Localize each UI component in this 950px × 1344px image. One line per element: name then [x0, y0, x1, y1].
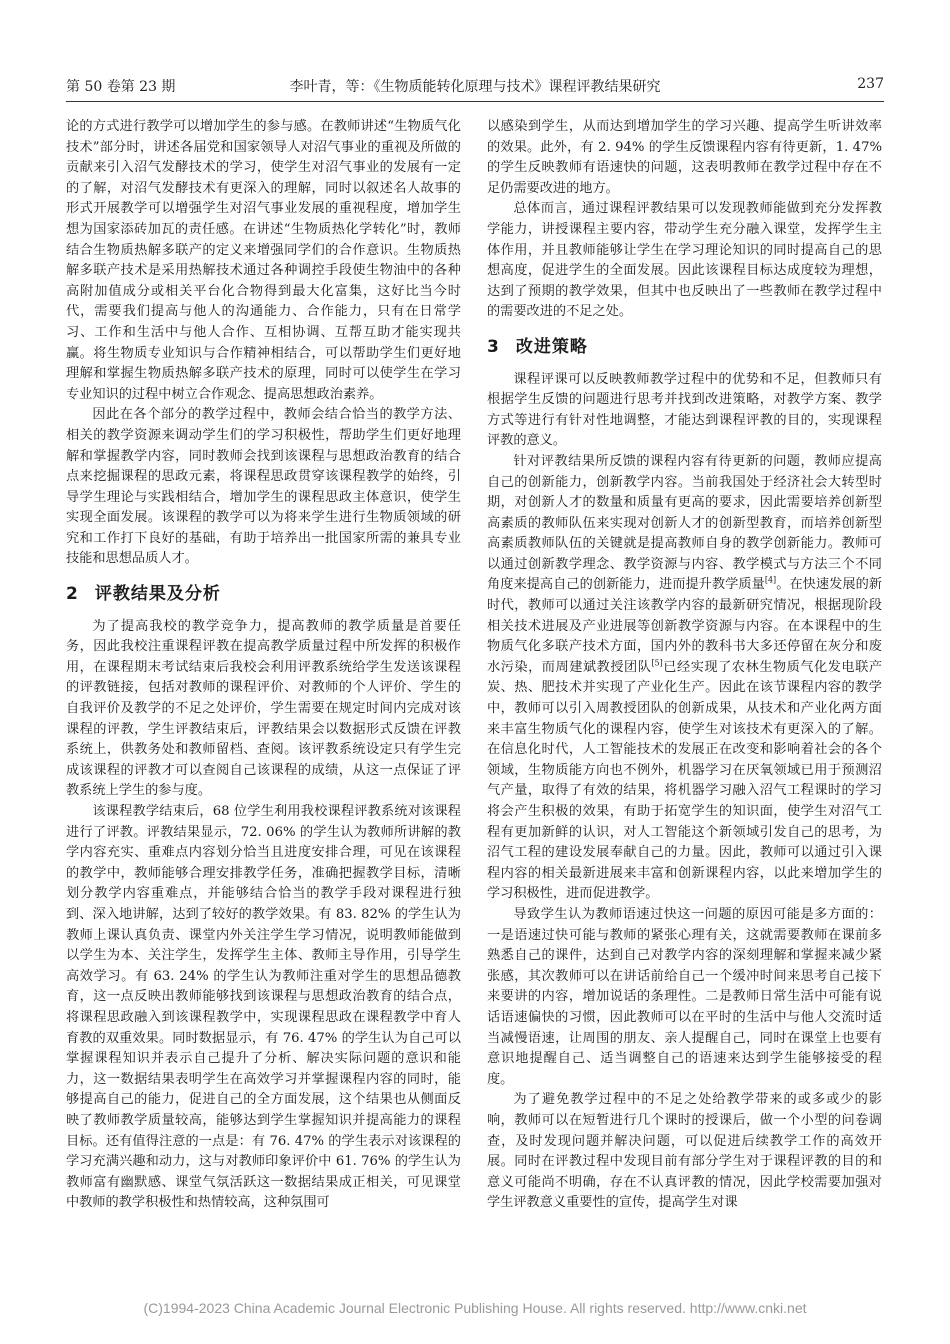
paragraph-text: 针对评教结果所反馈的课程内容有待更新的问题，教师应提高自己的创新能力，创新教学内容。当前我国处于经济社会大转型时期，对创新人才的数量和质量有更高的要求，因此需要培养创新型高素质的教师队伍来实现对创新人才的创新型教育，而培养创新型高素质教师队伍的关键就是提高教师自身的教学创新能力。教师可以通过创新教学理念、教学资源与内容、教学模式与方法三个不同角度来提高自己的创新能力，进而提升教学质量: [487, 453, 882, 593]
running-title: 李叶青，等：《生物质能转化原理与技术》课程评教结果研究: [289, 79, 661, 95]
paragraph-text: 已经实现了农林生物质气化发电联产炭、热、肥技术并实现了产业化生产。因此在该节课程内容的教学中，教师可以引入周教授团队的创新成果，从技术和产业化两方面来丰富生物质气化的课程内容，使学生对该技术有更深入的了解。在信息化时代，人工智能技术的发展正在改变和影响着社会的各个领域，生物质能方向也不例外，机器学习在厌氧领域已用于预测沼气产量，取得了有效的结果，将机器学习融入沼气工程课时的学习将会产生积极的效果，有助于拓宽学生的知识面，使学生对沼气工程有更加新鲜的认识，对人工智能这个新领域引发自己的思考，为沼气工程的建设发展奉献自己的力量。因此，教师可以通过引入课程内容的相关最新进展来丰富和创新课程内容，以此来增加学生的学习积极性，进而促进教学。: [487, 659, 883, 902]
header-rule: [66, 101, 884, 102]
paragraph: 以感染到学生，从而达到增加学生的学习兴趣、提高学生听讲效率的效果。此外，有 2. 94% 的学生反馈课程内容有待更新，1. 47% 的学生反映教师有语速快的问题，这表明教师在教学过程中存在不足仍需要改进的地方。: [487, 119, 882, 196]
paragraph: 为了避免教学过程中的不足之处给教学带来的或多或少的影响，教师可以在短暂进行几个课时的授课后，做一个小型的问卷调查，及时发现问题并解决问题，可以促进后续教学工作的高效开展。同时在评教过程中发现目前有部分学生对于课程评教的目的和意义可能尚不明确，存在不认真评教的情况，因此学校需要加强对学生评教意义重要性的宣传，提高学生对课: [487, 1092, 882, 1211]
section-number: 3: [487, 336, 500, 357]
paragraph: 该课程教学结束后，68 位学生利用我校课程评教系统对该课程进行了评教。评教结果显示，72. 06% 的学生认为教师所讲解的教学内容充实、重难点内容划分恰当且进度安排合理，可见在该课程的教学中，教师能够合理安排教学任务，准确把握教学目标，清晰划分教学内容重难点，并能够结合恰当的教学手段对课程进行独到、深入地讲解，达到了较好的教学效果。有 83. 82% 的学生认为教师上课认真负责、课堂内外关注学生学习情况，说明教师能做到以学生为本、关注学生，发挥学生主体、教师主导作用，引导学生高效学习。有 63. 24% 的学生认为教师注重对学生的思想品德教育，这一点反映出教师能够找到该课程与思想政治教育的结合点，将课程思政融入到该课程教学中，实现课程思政在课程教学中育人育教的双重效果。同时数据显示，有 76. 47% 的学生认为自己可以掌握课程知识并表示自己提升了分析、解决实际问题的意识和能力，这一数据结果表明学生在高效学习并掌握课程内容的同时，能够提高自己的能力，促进自己的全方面发展，这个结果也从侧面反映了教师教学质量较高，能够达到学生掌握知识并提高能力的课程目标。还有值得注意的一点是：有 76. 47% 的学生表示对该课程的学习充满兴趣和动力，这与对教师印象评价中 61. 76% 的学生认为教师富有幽默感、课堂气氛活跃这一数据结果成正相关，可见课堂中教师的教学积极性和热情较高，这种氛围可: [66, 804, 461, 1211]
paragraph: 课程评课可以反映教师教学过程中的优势和不足，但教师只有根据学生反馈的问题进行思考并找到改进策略，对教学方案、教学方式等进行有针对性地调整，才能达到课程评教的目的，实现课程评教的意义。: [487, 371, 882, 449]
running-header: [66, 76, 884, 100]
paragraph-text: 。在快速发展的新时代，教师可以通过关注该教学内容的最新研究情况，根据现阶段相关技术进展及产业进展等创新教学资源与内容。在本课程中的生物质气化多联产技术方面，国内外的教科书大多还停留在灰分和废水污染，而周建斌教授团队: [487, 577, 883, 675]
page-number: 237: [857, 76, 884, 92]
paragraph: 因此在各个部分的教学过程中，教师会结合恰当的教学方法、相关的教学资源来调动学生们的学习积极性，帮助学生们更好地理解和掌握教学内容，同时教师会找到该课程与思想政治教育的结合点来挖掘课程的思政元素，将课程思政贯穿该课程教学的始终，引导学生理论与实践相结合，增加学生的课程思政主体意识，使学生实现全面发展。该课程的教学可以为将来学生进行生物质领域的研究和工作打下良好的基础，有助于培养出一批国家所需的兼具专业技能和思想品质人才。: [66, 407, 461, 567]
paragraph: 导致学生认为教师语速过快这一问题的原因可能是多方面的：一是语速过快可能与教师的紧张心理有关，这就需要教师在课前多熟悉自己的课件，达到自己对教学内容的深刻理解和掌握来减少紧张感，其次教师可以在讲话前给自己一个缓冲时间来思考自己接下来要讲的内容，增加说话的条理性。二是教师日常生活中可能有说话语速偏快的习惯，因此教师可以在平时的生活中与他人交流时适当减慢语速，让周围的朋友、亲人提醒自己，同时在课堂上也要有意识地提醒自己、适当调整自己的语速来达到学生能够接受的程度。: [487, 906, 882, 1087]
left-column: [66, 117, 461, 1214]
citation-ref[interactable]: [4]: [764, 576, 777, 586]
paragraph: 论的方式进行教学可以增加学生的参与感。在教师讲述“生物质气化技术”部分时，讲述各届党和国家领导人对沼气事业的重视及所做的贡献来引入沼气发酵技术的学习，使学生对沼气事业的发展有一定的了解，对沼气发酵技术有更深入的理解，同时以叙述名人故事的形式开展教学可以增强学生对沼气事业发展的重视程度，增加学生想为国家添砖加瓦的责任感。在讲述“生物质热化学转化”时，教师结合生物质热解多联产的定义来增强同学们的合作意识。生物质热解多联产技术是采用热解技术通过各种调控手段使生物油中的各种高附加值成分或相关平台化合物得到最大化富集，这好比当今时代，需要我们提高与他人的沟通能力、合作能力，只有在日常学习、工作和生活中与他人合作、互相协调、互帮互助才能实现共赢。将生物质专业知识与合作精神相结合，可以帮助学生们更好地理解和掌握生物质热解多联产技术的原理，同时可以使学生在学习专业知识的过程中树立合作观念、提高思想政治素养。: [66, 119, 461, 402]
paragraph: [487, 452, 882, 905]
section-title-text: 改进策略: [515, 336, 588, 357]
paragraph: 为了提高我校的教学竞争力，提高教师的教学质量是首要任务，因此我校注重课程评教在提高教学质量过程中所发挥的积极作用，在课程期末考试结束后我校会利用评教系统给学生发送该课程的评教链接，包括对教师的课程评价、对教师的个人评价、学生的自我评价及教学的不足之处评价，学生需要在规定时间内完成对该课程的评教，学生评教结束后，评教结果会以数据形式反馈在评教系统上，供教务处和教师留档、查阅。该评教系统设定只有学生完成该课程的评教才可以查阅自己该课程的成绩，从这一点保证了评教系统上学生的参与度。: [66, 618, 461, 799]
copyright-footer: (C)1994-2023 China Academic Journal Electronic Publishing House. All rights reserved. http://www.cnki.net: [143, 1300, 807, 1316]
section-title-text: 评教结果及分析: [94, 584, 221, 605]
section-number: 2: [66, 584, 79, 605]
citation-ref[interactable]: [5]: [651, 658, 663, 668]
right-column: [487, 117, 882, 1214]
section-heading-2: [66, 584, 461, 605]
section-heading-3: [487, 337, 882, 358]
journal-issue: 第 50 卷第 23 期: [66, 79, 176, 95]
paragraph: 总体而言，通过课程评教结果可以发现教师能做到充分发挥教学能力，讲授课程主要内容，带动学生充分融入课堂，发挥学生主体作用，并且教师能够让学生在学习理论知识的同时提高自己的思想高度，促进学生的全面发展。因此该课程目标达成度较为理想，达到了预期的教学效果，但其中也反映出了一些教师在教学过程中的需要改进的不足之处。: [487, 201, 882, 320]
